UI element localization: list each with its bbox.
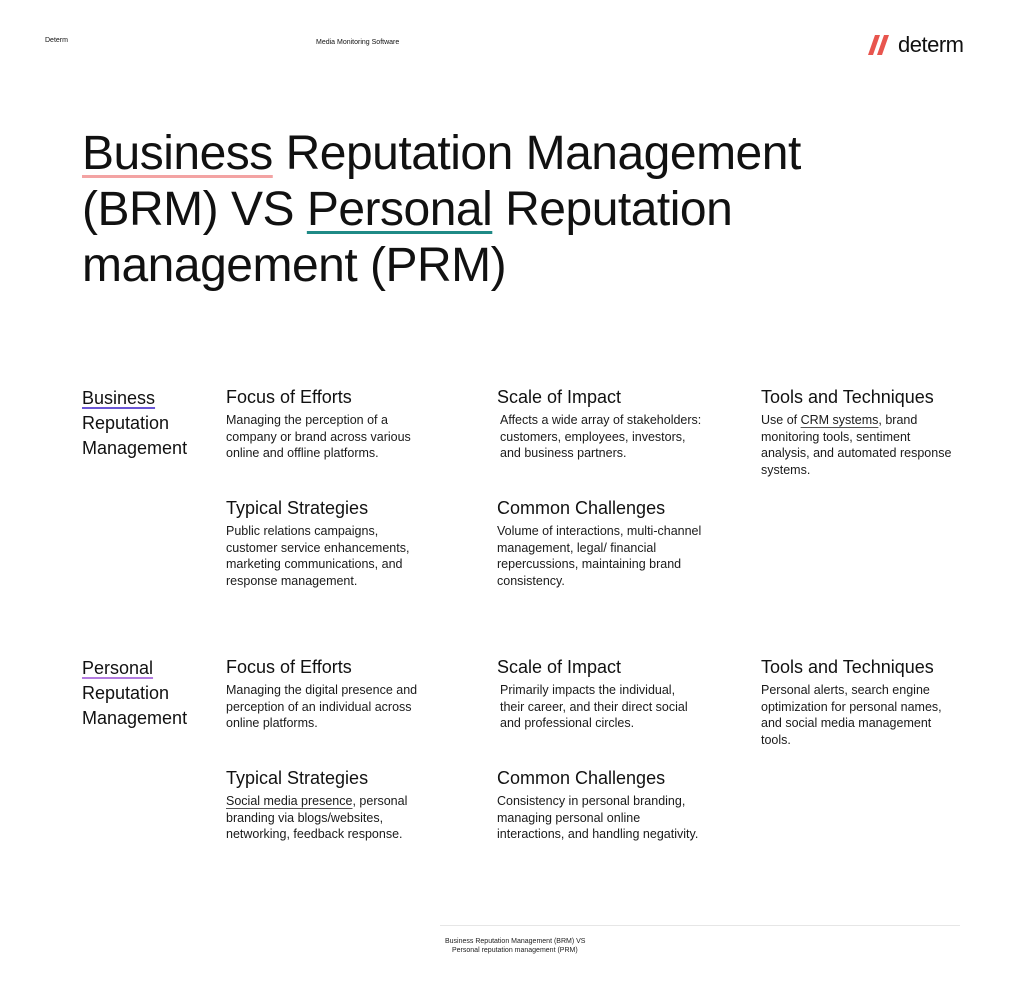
typical-strategies-text — [226, 793, 431, 843]
strategies-text-after: , personal branding via blogs/websites, networking, feedback response. — [226, 794, 408, 842]
common-challenges-text: Consistency in personal branding, managing personal online interactions, and handling negativity. — [497, 794, 699, 842]
section-title — [82, 386, 212, 461]
tools-and-techniques-block — [761, 386, 961, 478]
tools-and-techniques-heading: Tools and Techniques — [761, 657, 934, 677]
section-title-rest: Reputation Management — [82, 683, 188, 728]
footer-divider — [440, 925, 960, 926]
logo-mark-icon — [868, 35, 892, 55]
section-title — [82, 656, 212, 731]
page-title — [82, 126, 922, 294]
footer-caption-line1: Business Reputation Management (BRM) VS — [445, 938, 586, 945]
typical-strategies-heading: Typical Strategies — [226, 498, 369, 518]
brand-small-label: Determ — [45, 37, 68, 44]
header-center-label: Media Monitoring Software — [316, 39, 400, 46]
scale-of-impact-heading: Scale of Impact — [497, 657, 622, 677]
logo[interactable] — [868, 34, 963, 56]
common-challenges-block — [497, 497, 702, 589]
common-challenges-text: Volume of interactions, multi-channel management, legal/ financial repercussions, maintaining brand consistency. — [497, 524, 702, 588]
tools-text-after: , brand monitoring tools, sentiment analysis, and automated response systems. — [761, 413, 952, 477]
section-title-rest: Reputation Management — [82, 413, 188, 458]
title-highlight-business: Business — [82, 127, 273, 180]
focus-of-efforts-block — [226, 656, 431, 732]
focus-of-efforts-heading: Focus of Efforts — [226, 657, 352, 677]
typical-strategies-heading: Typical Strategies — [226, 768, 369, 788]
logo-text: determ — [898, 32, 964, 57]
common-challenges-block — [497, 767, 702, 843]
focus-of-efforts-heading: Focus of Efforts — [226, 387, 352, 407]
section-title-first-word: Business — [82, 388, 156, 408]
title-highlight-personal: Personal — [306, 183, 493, 236]
scale-of-impact-text: Primarily impacts the individual, their career, and their direct social and professional circles. — [500, 683, 688, 731]
typical-strategies-text: Public relations campaigns, customer service enhancements, marketing communications, and response management. — [226, 524, 410, 588]
social-media-presence-link[interactable]: Social media presence — [226, 794, 353, 808]
scale-of-impact-text: Affects a wide array of stakeholders: customers, employees, investors, and business partners. — [500, 413, 702, 461]
focus-of-efforts-text: Managing the digital presence and perception of an individual across online platforms. — [226, 683, 418, 731]
tools-and-techniques-text: Personal alerts, search engine optimization for personal names, and social media management tools. — [761, 683, 942, 747]
tools-and-techniques-text — [761, 412, 961, 478]
footer-caption — [445, 937, 585, 955]
focus-of-efforts-text: Managing the perception of a company or brand across various online and offline platforms. — [226, 413, 411, 461]
scale-of-impact-block — [497, 386, 702, 462]
common-challenges-heading: Common Challenges — [497, 498, 666, 518]
title-text-part3: Reputation management (PRM) — [82, 183, 733, 292]
title-text-part2: Reputation Management (BRM) VS — [82, 127, 801, 236]
tools-text-before: Use of — [761, 413, 801, 427]
tools-and-techniques-heading: Tools and Techniques — [761, 387, 934, 407]
common-challenges-heading: Common Challenges — [497, 768, 666, 788]
crm-systems-link[interactable]: CRM systems — [800, 413, 879, 427]
typical-strategies-block — [226, 497, 431, 589]
scale-of-impact-heading: Scale of Impact — [497, 387, 622, 407]
section-title-first-word: Personal — [82, 658, 154, 678]
footer-caption-line2: Personal reputation management (PRM) — [452, 947, 578, 954]
focus-of-efforts-block — [226, 386, 431, 462]
typical-strategies-block — [226, 767, 431, 843]
tools-and-techniques-block — [761, 656, 961, 748]
scale-of-impact-block — [497, 656, 702, 732]
